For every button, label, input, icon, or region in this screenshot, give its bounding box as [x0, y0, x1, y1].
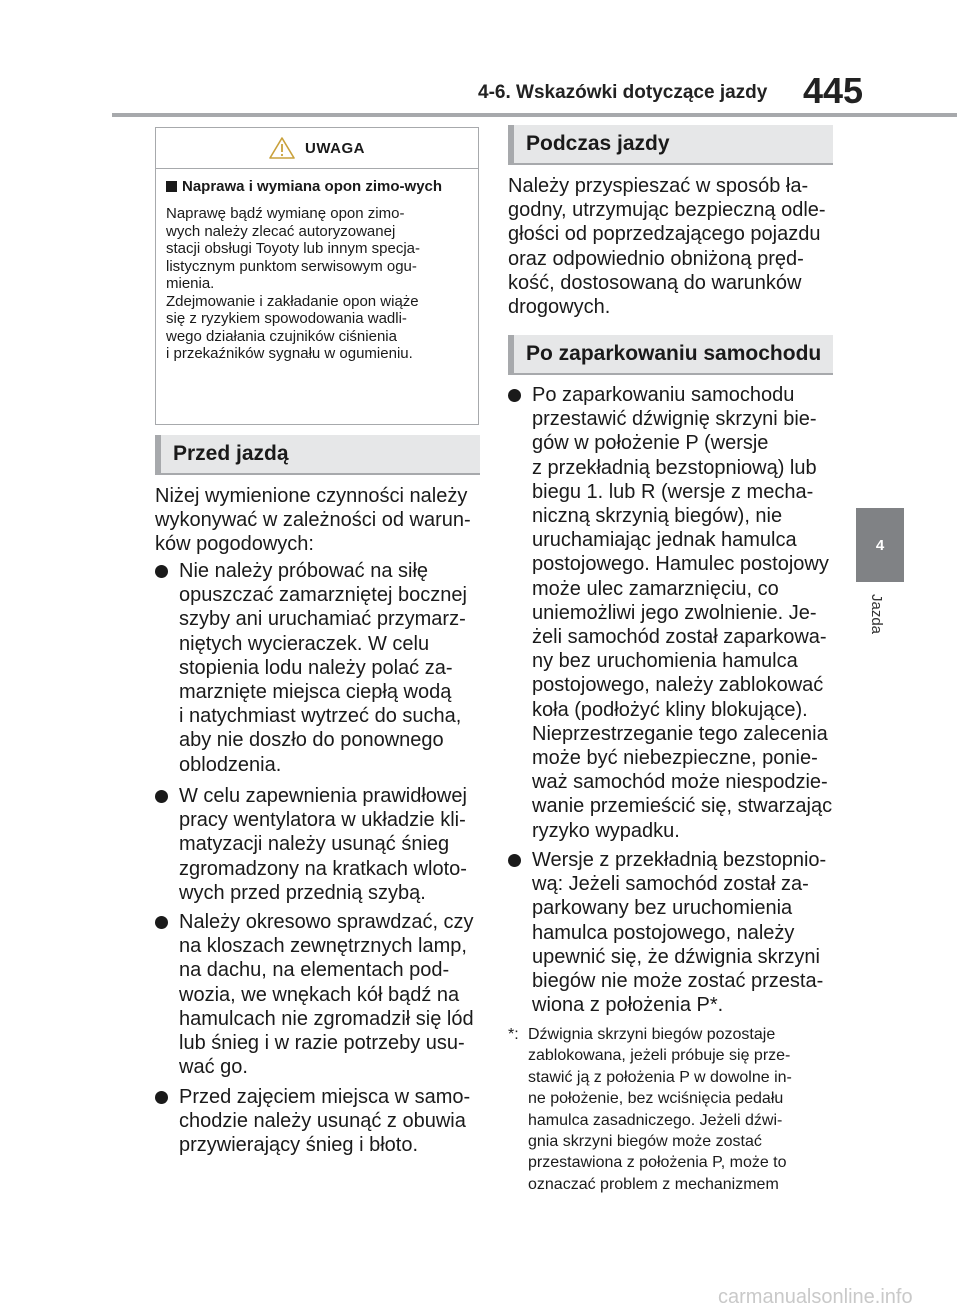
text-line: wych przed przednią szybą.	[179, 881, 426, 904]
heading-podczas-jazdy: Podczas jazdy	[508, 125, 833, 165]
text-line: się z ryzykiem spowodowania wadli-	[166, 310, 407, 327]
text-line: marznięte miejsca ciepłą wodą	[179, 681, 452, 704]
text-line: aby nie doszło do ponownego	[179, 729, 444, 752]
text-line: parkowany bez uruchomienia	[532, 897, 793, 920]
warning-header	[156, 128, 478, 169]
warning-body	[166, 205, 468, 363]
bullet-dot-icon	[155, 1091, 168, 1104]
text-line: hamulca zasadniczego. Jeżeli dźwi-	[528, 1111, 783, 1129]
text-line: może ulec zamarznięciu, co	[532, 577, 779, 600]
text-line: biegów nie może zostać przesta-	[532, 970, 824, 993]
text-line: Wersje z przekładnią bezstopnio-	[532, 849, 827, 871]
footnote-body	[528, 1024, 833, 1195]
warning-title: UWAGA	[305, 139, 365, 157]
text-line: hamulcach nie zgromadził się lód	[179, 1007, 474, 1030]
text-line: wego działania czujników ciśnienia	[166, 327, 397, 345]
text-line: gnia skrzyni biegów może zostać	[528, 1133, 762, 1151]
text-line: głości od poprzedzającego pojazdu	[508, 223, 821, 246]
chapter-label: Jazda	[868, 594, 885, 635]
text-line: niczną skrzynią biegów), nie	[532, 505, 783, 528]
heading-po-zaparkowaniu: Po zaparkowaniu samochodu	[508, 335, 833, 375]
text-line: pracy wentylatora w układzie kli-	[179, 809, 466, 832]
square-bullet-icon	[166, 181, 177, 192]
text-line: Zdejmowanie i zakładanie opon wiąże	[166, 292, 419, 310]
text-line: ryzyko wypadku.	[532, 819, 680, 842]
bullet-item	[155, 559, 480, 777]
text-line: szyby ani uruchamiać przymarz-	[179, 608, 466, 631]
text-line: wać go.	[179, 1056, 248, 1079]
text-line: Po zaparkowaniu samochodu	[532, 384, 795, 406]
chapter-tab	[856, 508, 904, 582]
text-line: i przekaźników sygnału w ogumieniu.	[166, 345, 413, 362]
text-line: oznaczać problem z mechanizmem	[528, 1175, 779, 1193]
text-line: Należy okresowo sprawdzać, czy	[179, 911, 474, 933]
text-line: postojowego. Hamulec postojowy	[532, 553, 829, 576]
text-line: Należy przyspieszać w sposób ła-	[508, 175, 809, 197]
text-line: stawić ją z położenia P w dowolne in-	[528, 1068, 792, 1086]
text-line: lub śnieg i w razie potrzeby usu-	[179, 1032, 465, 1055]
text-line: Dźwignia skrzyni biegów pozostaje	[528, 1026, 776, 1043]
bullet-item	[155, 1085, 480, 1158]
text-line: koła (podłożyć kliny blokujące).	[532, 698, 808, 721]
text-line: zgromadzony na kratkach wloto-	[179, 857, 467, 880]
text-line: godny, utrzymując bezpieczną odle-	[508, 199, 826, 222]
przed-jazda-intro	[155, 484, 480, 557]
text-line: biegu 1. lub R (wersje z mecha-	[532, 480, 814, 503]
bullet-dot-icon	[155, 790, 168, 803]
text-line: W celu zapewnienia prawidłowej	[179, 785, 467, 807]
text-line: Naprawę bądź wymianę opon zimo-	[166, 205, 405, 222]
text-line: na kloszach zewnętrznych lamp,	[179, 935, 467, 958]
text-line: i natychmiast wytrzeć do sucha,	[179, 705, 462, 728]
bullet-dot-icon	[508, 854, 521, 867]
text-line: ne położenie, bez wciśnięcia pedału	[528, 1090, 784, 1108]
bullet-dot-icon	[155, 565, 168, 578]
text-line: mienia.	[166, 275, 215, 292]
text-line: oblodzenia.	[179, 753, 282, 776]
section-title: 4-6. Wskazówki dotyczące jazdy	[478, 82, 768, 103]
text-line: wiona z położenia P*.	[532, 994, 724, 1017]
text-line: może być niebezpieczne, ponie-	[532, 747, 818, 770]
text-line: Nieprzestrzeganie tego zalecenia	[532, 722, 828, 745]
text-line: kość, dostosowaną do warunków	[508, 271, 802, 294]
text-line: wych należy zlecać autoryzowanej	[166, 222, 396, 240]
text-line: zablokowana, jeżeli próbuje się prze-	[528, 1047, 791, 1065]
text-line: gów w położenie P (wersje	[532, 432, 769, 455]
text-line: Nie należy próbować na siłę	[179, 560, 429, 582]
text-line: przestawiona z położenia P, może to	[528, 1154, 787, 1172]
text-line: Przed zajęciem miejsca w samo-	[179, 1086, 471, 1108]
text-line: wykonywać w zależności od warun-	[155, 509, 471, 532]
bullet-item	[508, 383, 833, 843]
text-line: żeli samochód został zaparkowa-	[532, 626, 827, 649]
warning-triangle-icon	[269, 137, 295, 159]
bullet-item	[155, 784, 480, 905]
bullet-item	[508, 848, 833, 1017]
podczas-jazdy-body	[508, 174, 833, 319]
text-line: hamulca postojowego, należy	[532, 921, 795, 944]
text-line: oraz odpowiednio obniżoną pręd-	[508, 247, 804, 270]
text-line: wą: Jeżeli samochód został za-	[532, 873, 809, 896]
text-line: uruchamiając jednak hamulca	[532, 529, 797, 552]
page-number: 445	[803, 70, 864, 111]
text-line: upewnić się, że dźwignia skrzyni	[532, 945, 820, 968]
text-line: przywierający śnieg i błoto.	[179, 1134, 418, 1157]
footnote-mark: *:	[508, 1026, 519, 1043]
chapter-number: 4	[875, 536, 885, 554]
bullet-dot-icon	[508, 389, 521, 402]
text-line: ny bez uruchomienia hamulca	[532, 650, 798, 673]
text-line: wanie przemieścić się, stwarzając	[532, 795, 833, 818]
watermark: carmanualsonline.info	[718, 1286, 913, 1308]
text-line: chodzie należy usunąć z obuwia	[179, 1110, 466, 1133]
warning-box	[155, 127, 479, 425]
text-line: ków pogodowych:	[155, 533, 314, 556]
text-line: matyzacji należy usunąć śnieg	[179, 833, 450, 856]
text-line: drogowych.	[508, 296, 611, 319]
text-line: Niżej wymienione czynności należy	[155, 485, 468, 507]
text-line: z przekładnią bezstopniową) lub	[532, 456, 817, 479]
bullet-dot-icon	[155, 916, 168, 929]
text-line: przestawić dźwignię skrzyni bie-	[532, 408, 817, 431]
text-line: listycznym punktom serwisowym ogu-	[166, 257, 417, 275]
header-rule	[112, 113, 957, 117]
text-line: uniemożliwi jego zwolnienie. Je-	[532, 601, 817, 624]
text-line: waż samochód może niespodzie-	[532, 771, 828, 794]
text-line: na dachu, na elementach pod-	[179, 959, 450, 982]
text-line: stopienia lodu należy polać za-	[179, 656, 453, 679]
warning-subheading: Naprawa i wymiana opon zimo-wych	[166, 177, 468, 197]
bullet-item	[155, 910, 480, 1079]
text-line: opuszczać zamarzniętej bocznej	[179, 584, 467, 607]
text-line: niętych wycieraczek. W celu	[179, 632, 430, 655]
text-line: postojowego, należy zablokować	[532, 674, 824, 697]
footnote	[508, 1024, 833, 1195]
text-line: wozia, we wnękach kół bądź na	[179, 983, 460, 1006]
heading-przed-jazda: Przed jazdą	[155, 435, 480, 475]
text-line: stacji obsługi Toyoty lub innym specja-	[166, 240, 421, 257]
